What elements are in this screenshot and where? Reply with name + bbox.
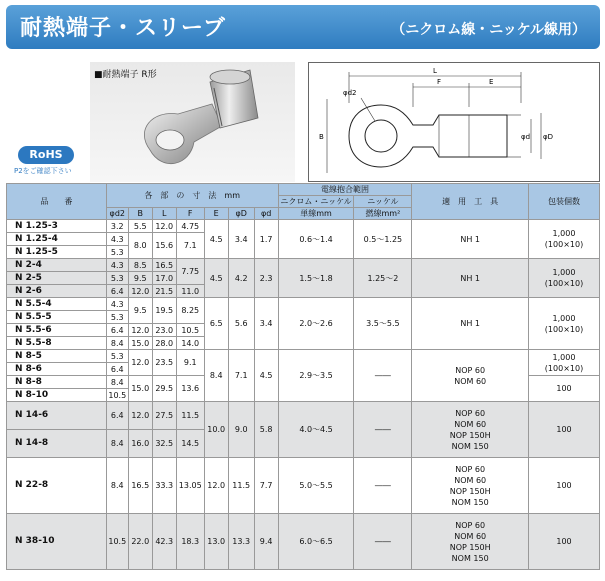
table-cell [529, 350, 600, 376]
table-cell: 6.5 [204, 298, 228, 350]
label-E: E [489, 78, 494, 86]
th-B: B [128, 208, 152, 220]
table-cell: ―― [354, 350, 412, 402]
table-cell: 9.1 [176, 350, 204, 376]
terminal-dimension-drawing [309, 63, 601, 183]
table-cell: 5.3 [106, 246, 128, 259]
table-cell: 1.5～1.8 [278, 259, 354, 298]
table-cell: 29.5 [152, 376, 176, 402]
rohs-note: P2をご確認下さい [14, 167, 72, 175]
cell-line: NOP 60 [455, 408, 486, 418]
table-cell: 8.4 [106, 376, 128, 389]
dimension-diagram [308, 62, 600, 182]
th-item: 品 番 [7, 184, 107, 220]
label-F: F [437, 78, 442, 86]
table-cell: 4.75 [176, 220, 204, 233]
label-D: φD [543, 133, 554, 141]
table-cell: 2.9～3.5 [278, 350, 354, 402]
table-cell: NH 1 [412, 259, 529, 298]
table-cell: 7.1 [176, 233, 204, 259]
table-row [7, 259, 600, 272]
table-cell: 3.5～5.5 [354, 298, 412, 350]
th-nichrome: ニクロム・ニッケル [278, 196, 354, 208]
table-cell: NH 1 [412, 298, 529, 350]
table-cell: 100 [529, 402, 600, 458]
th-d2: φd2 [106, 208, 128, 220]
label-d2: φd2 [343, 89, 357, 97]
table-cell [412, 350, 529, 402]
table-cell: 12.0 [128, 285, 152, 298]
table-cell: 1.7 [254, 220, 278, 259]
table-cell: 32.5 [152, 430, 176, 458]
cell-line: 1,000 [552, 313, 576, 323]
table-cell [529, 220, 600, 259]
table-cell: 42.3 [152, 514, 176, 570]
table-cell: 15.0 [128, 376, 152, 402]
cell-line: (100×10) [544, 324, 584, 334]
cell-line: NOM 60 [454, 531, 487, 541]
part-number-cell: N 1.25-4 [7, 233, 107, 246]
cell-line: NOM 60 [454, 376, 487, 386]
table-cell: 100 [529, 514, 600, 570]
th-d: φd [254, 208, 278, 220]
table-cell: 2.3 [254, 259, 278, 298]
cell-line: 1,000 [552, 352, 576, 362]
part-number-cell: N 2-4 [7, 259, 107, 272]
table-cell [412, 458, 529, 514]
table-cell: 12.0 [204, 458, 228, 514]
part-number-cell: N 1.25-5 [7, 246, 107, 259]
cell-line: NOM 60 [454, 475, 487, 485]
label-L: L [433, 67, 437, 75]
table-cell: 12.0 [152, 220, 176, 233]
table-cell: 6.4 [106, 363, 128, 376]
table-cell: 5.3 [106, 272, 128, 285]
table-cell: 5.0～5.5 [278, 458, 354, 514]
table-cell: 8.4 [106, 430, 128, 458]
table-cell: 9.4 [254, 514, 278, 570]
table-cell: 23.5 [152, 350, 176, 376]
table-cell: 8.4 [106, 458, 128, 514]
table-cell: ―― [354, 402, 412, 458]
table-cell: 13.05 [176, 458, 204, 514]
th-tool: 適 用 工 具 [412, 184, 529, 220]
table-cell: 27.5 [152, 402, 176, 430]
part-number-cell: N 14-8 [7, 430, 107, 458]
th-nickel: ニッケル [354, 196, 412, 208]
rohs-badge: RoHS [18, 146, 74, 164]
table-cell: 8.25 [176, 298, 204, 324]
cell-line: NOP 150H [449, 430, 491, 440]
table-cell: 4.2 [228, 259, 254, 298]
table-row [7, 350, 600, 363]
cell-line: NOP 60 [455, 365, 486, 375]
cell-line: (100×10) [544, 240, 584, 249]
part-number-cell: N 5.5-4 [7, 298, 107, 311]
part-number-cell: N 5.5-8 [7, 337, 107, 350]
table-cell: 5.6 [228, 298, 254, 350]
part-number-cell: N 8-8 [7, 376, 107, 389]
table-cell: 8.4 [106, 337, 128, 350]
table-cell: 3.4 [254, 298, 278, 350]
table-cell: 7.75 [176, 259, 204, 285]
table-cell: 9.0 [228, 402, 254, 458]
cell-line: NOP 60 [455, 464, 486, 474]
table-cell: ―― [354, 458, 412, 514]
table-cell: ―― [354, 514, 412, 570]
table-cell: 2.0～2.6 [278, 298, 354, 350]
table-cell: 10.0 [204, 402, 228, 458]
table-cell: 23.0 [152, 324, 176, 337]
table-cell: 18.3 [176, 514, 204, 570]
part-number-cell: N 1.25-3 [7, 220, 107, 233]
table-cell [412, 402, 529, 458]
table-cell: 16.0 [128, 430, 152, 458]
table-cell: 8.4 [204, 350, 228, 402]
part-number-cell: N 8-10 [7, 389, 107, 402]
th-F: F [176, 208, 204, 220]
table-row [7, 402, 600, 430]
table-cell: 9.5 [128, 272, 152, 285]
cell-line: NOP 150H [449, 542, 491, 552]
page-subtitle: （ニクロム線・ニッケル線用） [391, 22, 586, 38]
table-cell: 12.0 [128, 350, 152, 376]
table-cell: 14.5 [176, 430, 204, 458]
table-cell: 5.8 [254, 402, 278, 458]
spec-table [6, 183, 600, 570]
table-cell: 15.6 [152, 233, 176, 259]
table-cell: 33.3 [152, 458, 176, 514]
cell-line: NOP 150H [449, 486, 491, 496]
table-cell: 11.5 [176, 402, 204, 430]
table-cell: 6.4 [106, 402, 128, 430]
table-cell: 9.5 [128, 298, 152, 324]
table-row [7, 220, 600, 233]
table-cell: 5.5 [128, 220, 152, 233]
table-row [7, 458, 600, 514]
table-cell: 16.5 [128, 458, 152, 514]
table-cell: 4.5 [204, 259, 228, 298]
table-cell: 10.5 [176, 324, 204, 337]
part-number-cell: N 5.5-6 [7, 324, 107, 337]
th-stranded: 撚線mm² [354, 208, 412, 220]
table-cell: 0.5～1.25 [354, 220, 412, 259]
cell-line: NOM 150 [451, 497, 489, 507]
table-cell: 4.0～4.5 [278, 402, 354, 458]
part-number-cell: N 14-6 [7, 402, 107, 430]
th-single: 単線mm [278, 208, 354, 220]
table-cell: 8.0 [128, 233, 152, 259]
table-cell: 8.5 [128, 259, 152, 272]
table-cell: 0.6～1.4 [278, 220, 354, 259]
table-row [7, 514, 600, 570]
table-cell: 16.5 [152, 259, 176, 272]
ring-terminal-photo [90, 62, 295, 182]
th-pack: 包装個数 [529, 184, 600, 220]
table-cell: 13.6 [176, 376, 204, 402]
part-number-cell: N 2-6 [7, 285, 107, 298]
table-cell: 6.0～6.5 [278, 514, 354, 570]
table-cell: 6.4 [106, 285, 128, 298]
cell-line: NOM 150 [451, 553, 489, 563]
table-cell: 6.4 [106, 324, 128, 337]
th-L: L [152, 208, 176, 220]
table-cell: 13.0 [204, 514, 228, 570]
table-cell: 7.1 [228, 350, 254, 402]
table-cell [412, 514, 529, 570]
table-cell: 3.2 [106, 220, 128, 233]
table-cell [529, 259, 600, 298]
photo-caption: ■耐熱端子 R形 [94, 70, 157, 80]
table-cell: 14.0 [176, 337, 204, 350]
th-E: E [204, 208, 228, 220]
cell-line: NOP 60 [455, 520, 486, 530]
table-cell: 3.4 [228, 220, 254, 259]
table-cell: 4.3 [106, 233, 128, 246]
table-cell: 22.0 [128, 514, 152, 570]
table-cell: 21.5 [152, 285, 176, 298]
product-photo [90, 62, 295, 182]
cell-line: 1,000 [552, 229, 576, 238]
part-number-cell: N 5.5-5 [7, 311, 107, 324]
table-cell: 11.5 [228, 458, 254, 514]
cell-line: (100×10) [544, 279, 584, 288]
label-B: B [319, 133, 324, 141]
cell-line: NOM 60 [454, 419, 487, 429]
table-cell: 11.0 [176, 285, 204, 298]
cell-line: NOM 150 [451, 441, 489, 451]
th-D: φD [228, 208, 254, 220]
part-number-cell: N 22-8 [7, 458, 107, 514]
table-cell: 17.0 [152, 272, 176, 285]
table-cell: 4.5 [254, 350, 278, 402]
cell-line: (100×10) [544, 363, 584, 373]
table-cell: 5.3 [106, 350, 128, 363]
table-cell: 10.5 [106, 514, 128, 570]
part-number-cell: N 2-5 [7, 272, 107, 285]
table-row [7, 298, 600, 311]
table-cell: 5.3 [106, 311, 128, 324]
page-header [6, 5, 600, 49]
table-cell: 19.5 [152, 298, 176, 324]
part-number-cell: N 8-5 [7, 350, 107, 363]
table-cell: 12.0 [128, 324, 152, 337]
table-cell: 4.5 [204, 220, 228, 259]
table-cell: 13.3 [228, 514, 254, 570]
table-cell: 7.7 [254, 458, 278, 514]
table-cell: 12.0 [128, 402, 152, 430]
table-cell: 100 [529, 376, 600, 402]
table-cell: 15.0 [128, 337, 152, 350]
table-cell: 10.5 [106, 389, 128, 402]
table-cell: 4.3 [106, 259, 128, 272]
part-number-cell: N 8-6 [7, 363, 107, 376]
cell-line: 1,000 [552, 268, 576, 277]
table-cell: NH 1 [412, 220, 529, 259]
label-d: φd [521, 133, 531, 141]
table-cell: 4.3 [106, 298, 128, 311]
table-cell: 100 [529, 458, 600, 514]
page-title: 耐熱端子・スリーブ [20, 16, 226, 41]
table-cell [529, 298, 600, 350]
th-dims: 各 部 の 寸 法 mm [106, 184, 278, 208]
part-number-cell: N 38-10 [7, 514, 107, 570]
th-wire: 電線抱合範囲 [278, 184, 412, 196]
table-cell: 28.0 [152, 337, 176, 350]
table-cell: 1.25～2 [354, 259, 412, 298]
